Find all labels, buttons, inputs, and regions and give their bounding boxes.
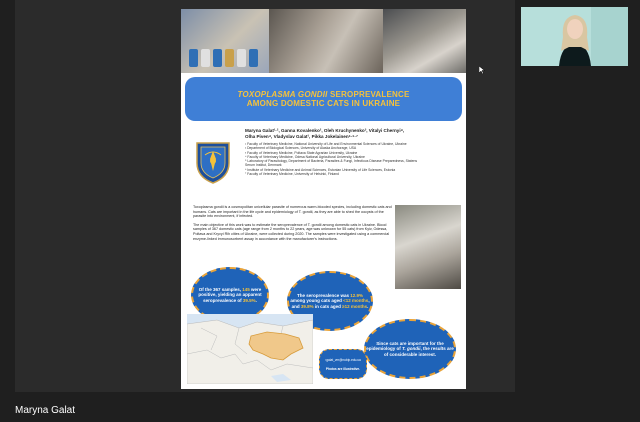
sample-tube [249,49,258,67]
ukraine-map [187,314,313,384]
affiliation-line: ⁷ Faculty of Veterinary Medicine, University of Helsinki, Finland [245,172,339,177]
affiliation-line: Serum Institut, Denmark [245,163,282,168]
cat-photo [383,9,466,73]
poster-photo-strip [181,9,466,73]
poster-title-line1: TOXOPLASMA GONDII SEROPREVALENCE [237,90,410,99]
poster-introduction [193,205,393,245]
sample-tube [225,49,234,67]
result-bubble-samples: Of the 367 samples, 145 were positive, yielding an apparent seroprevalence of 39.5%. [191,267,269,323]
contact-box [319,349,367,379]
photo-note: Photos are illustrative. [325,367,361,371]
sample-tube [213,49,222,67]
intro-paragraph: Toxoplasma gondii is a cosmopolitan unicellular parasite of numerous warm-blooded species, including domestic cats and humans. Cats are important in the life cycle and epidemiology of T. gondii, as they are able to shed the oocysts of the parasite into environment, if infected. [193,205,392,219]
affiliation-line: ⁴ Faculty of Veterinary Medicine, Odesa National Agricultural University, Ukraine [245,154,365,159]
affiliation-line: ⁶ Institute of Veterinary Medicine and Animal Sciences, Estonian University of Life Sciences, Estonia [245,167,396,172]
presenter-webcam-video [521,7,628,66]
result-bubble-age: The seroprevalence was 12.9% among young cats aged <12 months, and 39.8% in cats aged ≥12 months. [287,271,373,331]
poster-title-line2: AMONG DOMESTIC CATS IN UKRAINE [246,99,401,108]
affiliation-line: ² Department of Biological Sciences, University of Alaska Anchorage, USA [245,146,357,151]
lab-samples-photo [181,9,269,73]
university-crest-icon [193,137,233,185]
sample-tube [189,49,198,67]
methods-paragraph: The main objective of this work was to estimate the seroprevalence of T. gondii among domestic cats in Ukraine. Blood samples of 367 domestic cats (age range from 2 months to 22 years, age was unknown for 55 cats) from Kyiv, Odessa, Poltava and Kryvyi Rih cities of Ukraine, were collected during 2020. The samples were investigated using a commercial enzyme-linked immunosorbent assay in accordance with the manufacturer's instructions. [193,222,390,241]
affiliation-line: ³ Faculty of Veterinary Medicine, Poltava State Agrarian University, Ukraine [245,150,358,155]
presenter-name-label: Maryna Galat [15,405,76,416]
contact-email: ¹galat_vm@nubip.edu.ua [325,358,361,362]
conclusion-bubble: Since cats are important for the epidemiology of T. gondii, the results are of considerable interest. [364,319,456,379]
poster [181,9,466,389]
authors-line: Maryna Galat¹·², Ganna Kovalenko², Oleh Kruchynenko³, Vitalyi Chernyi⁴, [245,128,405,133]
poster-affiliations [245,142,461,176]
sample-tube [201,49,210,67]
affiliation-line: ⁵ Laboratory of Parasitology, Department of Bacteria, Parasites & Fungi, Infectious Disease Preparedness, Statens [245,159,418,164]
authors-line: Olha Piven⁴, Vladyslav Galat¹, Pikka Jokelainen⁵·⁶·⁷ [245,134,358,140]
poster-authors [245,128,461,141]
cat-photo [395,205,461,289]
poster-title-banner [185,77,462,121]
affiliation-line: ¹ Faculty of Veterinary Medicine, National University of Life and Environmental Sciences of Ukraine, Ukraine [245,142,407,146]
sample-tube [237,49,246,67]
cat-photo [269,9,383,73]
mouse-cursor-icon [479,66,485,74]
